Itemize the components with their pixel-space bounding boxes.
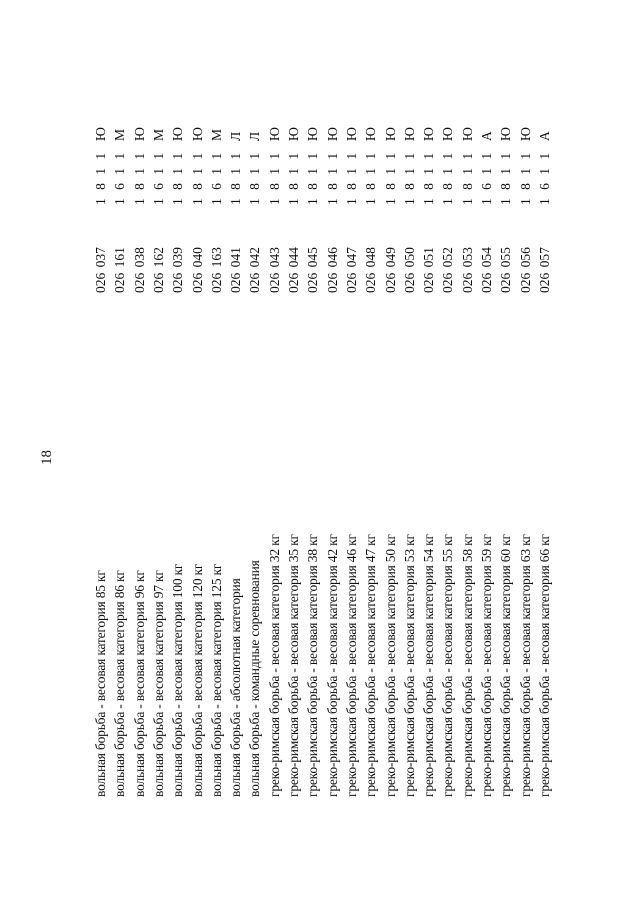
table-row xyxy=(420,0,437,905)
sport-discipline-label: вольная борьба - весовая категория 120 кг xyxy=(189,563,205,797)
discipline-digits: 1 8 1 1 xyxy=(189,152,205,205)
discipline-letter: Л xyxy=(247,131,263,141)
table-row xyxy=(478,0,495,905)
discipline-code: 026 038 xyxy=(131,247,147,293)
sport-discipline-label: греко-римская борьба - весовая категория 35 кг xyxy=(286,534,301,797)
sport-discipline-label: вольная борьба - абсолютная категория xyxy=(228,578,244,797)
sport-discipline-label: греко-римская борьба - весовая категория 66 кг xyxy=(536,534,552,797)
sport-discipline-label: греко-римская борьба - весовая категория 55 кг xyxy=(440,534,456,797)
discipline-code: 026 042 xyxy=(247,247,263,293)
discipline-letter: Ю xyxy=(382,127,398,141)
discipline-letter: Ю xyxy=(189,127,205,141)
discipline-digits: 1 6 1 1 xyxy=(150,152,166,205)
discipline-digits: 1 8 1 1 xyxy=(247,152,263,205)
discipline-digits: 1 8 1 1 xyxy=(517,152,533,205)
sport-discipline-label: вольная борьба - весовая категория 86 кг xyxy=(112,570,128,797)
discipline-digits: 1 8 1 1 xyxy=(170,152,186,205)
discipline-letter: Ю xyxy=(498,127,514,141)
discipline-code: 026 043 xyxy=(266,247,282,293)
discipline-code: 026 044 xyxy=(286,247,301,293)
table-row xyxy=(536,0,553,905)
table-row xyxy=(208,0,225,905)
discipline-code: 026 163 xyxy=(208,247,224,293)
table-row xyxy=(382,0,399,905)
discipline-letter: Ю xyxy=(286,127,301,141)
table-row xyxy=(459,0,476,905)
sport-discipline-label: греко-римская борьба - весовая категория 58 кг xyxy=(459,534,475,797)
discipline-code: 026 051 xyxy=(421,247,437,293)
table-row xyxy=(189,0,206,905)
discipline-letter: А xyxy=(479,131,494,141)
discipline-digits: 1 8 1 1 xyxy=(266,152,282,205)
table-row xyxy=(304,0,321,905)
discipline-digits: 1 8 1 1 xyxy=(363,152,379,205)
discipline-letter: Ю xyxy=(170,127,186,141)
page-number: 18 xyxy=(39,450,55,465)
discipline-letter: М xyxy=(150,128,166,141)
discipline-digits: 1 8 1 1 xyxy=(228,152,244,205)
discipline-digits: 1 8 1 1 xyxy=(286,152,301,205)
discipline-code: 026 049 xyxy=(382,247,398,293)
discipline-code: 026 052 xyxy=(440,247,456,293)
discipline-digits: 1 6 1 1 xyxy=(479,152,494,205)
table-row xyxy=(439,0,456,905)
table-row xyxy=(111,0,128,905)
table-row xyxy=(497,0,514,905)
discipline-code: 026 054 xyxy=(479,247,494,293)
discipline-code: 026 041 xyxy=(228,247,244,293)
sport-discipline-label: греко-римская борьба - весовая категория 47 кг xyxy=(363,534,379,797)
discipline-letter: Ю xyxy=(459,127,475,141)
discipline-digits: 1 8 1 1 xyxy=(93,152,108,205)
sport-discipline-label: вольная борьба - командные соревнования xyxy=(247,560,263,797)
discipline-digits: 1 8 1 1 xyxy=(343,152,359,205)
discipline-letter: Ю xyxy=(421,127,437,141)
sport-discipline-label: греко-римская борьба - весовая категория 60 кг xyxy=(498,534,514,797)
table-row xyxy=(150,0,167,905)
discipline-letter: М xyxy=(112,128,128,141)
table-row xyxy=(131,0,148,905)
table-row xyxy=(246,0,263,905)
discipline-code: 026 056 xyxy=(517,247,533,293)
discipline-code: 026 037 xyxy=(93,247,108,293)
sport-discipline-label: греко-римская борьба - весовая категория 63 кг xyxy=(517,534,533,797)
discipline-digits: 1 8 1 1 xyxy=(382,152,398,205)
table-row xyxy=(324,0,341,905)
discipline-digits: 1 6 1 1 xyxy=(208,152,224,205)
discipline-letter: М xyxy=(208,128,224,141)
discipline-code: 026 040 xyxy=(189,247,205,293)
discipline-digits: 1 8 1 1 xyxy=(421,152,437,205)
discipline-letter: Ю xyxy=(305,127,321,141)
sport-discipline-label: греко-римская борьба - весовая категория 32 кг xyxy=(266,534,282,797)
sport-discipline-label: греко-римская борьба - весовая категория 38 кг xyxy=(305,534,321,797)
sport-discipline-label: вольная борьба - весовая категория 100 кг xyxy=(170,563,186,797)
discipline-letter: А xyxy=(536,131,552,141)
discipline-code: 026 045 xyxy=(305,247,321,293)
sport-discipline-label: греко-римская борьба - весовая категория 50 кг xyxy=(382,534,398,797)
discipline-digits: 1 8 1 1 xyxy=(131,152,147,205)
table-row xyxy=(362,0,379,905)
discipline-letter: Ю xyxy=(517,127,533,141)
discipline-letter: Ю xyxy=(266,127,282,141)
sport-discipline-label: вольная борьба - весовая категория 97 кг xyxy=(150,570,166,797)
table-row xyxy=(266,0,283,905)
table-row xyxy=(343,0,360,905)
discipline-code: 026 055 xyxy=(498,247,514,293)
discipline-letter: Ю xyxy=(324,127,340,141)
discipline-code: 026 162 xyxy=(150,247,166,293)
discipline-code: 026 046 xyxy=(324,247,340,293)
discipline-code: 026 047 xyxy=(343,247,359,293)
discipline-digits: 1 8 1 1 xyxy=(324,152,340,205)
sport-discipline-label: греко-римская борьба - весовая категория 53 кг xyxy=(401,534,417,797)
sport-discipline-label: греко-римская борьба - весовая категория 59 кг xyxy=(479,534,494,797)
sport-discipline-label: греко-римская борьба - весовая категория 46 кг xyxy=(343,534,359,797)
sport-discipline-label: вольная борьба - весовая категория 125 кг xyxy=(208,563,224,797)
discipline-letter: Ю xyxy=(363,127,379,141)
table-row xyxy=(169,0,186,905)
table-row xyxy=(517,0,534,905)
discipline-digits: 1 8 1 1 xyxy=(440,152,456,205)
table-row xyxy=(92,0,109,905)
sport-discipline-label: греко-римская борьба - весовая категория 42 кг xyxy=(324,534,340,797)
discipline-letter: Л xyxy=(228,131,244,141)
discipline-digits: 1 8 1 1 xyxy=(459,152,475,205)
sport-discipline-label: греко-римская борьба - весовая категория 54 кг xyxy=(421,534,437,797)
discipline-letter: Ю xyxy=(93,127,108,141)
table-row xyxy=(401,0,418,905)
discipline-code: 026 048 xyxy=(363,247,379,293)
discipline-code: 026 050 xyxy=(401,247,417,293)
discipline-digits: 1 6 1 1 xyxy=(112,152,128,205)
table-row xyxy=(227,0,244,905)
discipline-letter: Ю xyxy=(440,127,456,141)
discipline-letter: Ю xyxy=(131,127,147,141)
sport-discipline-label: вольная борьба - весовая категория 85 кг xyxy=(93,570,108,797)
discipline-digits: 1 8 1 1 xyxy=(498,152,514,205)
table-row xyxy=(285,0,302,905)
discipline-digits: 1 8 1 1 xyxy=(401,152,417,205)
discipline-digits: 1 6 1 1 xyxy=(536,152,552,205)
discipline-digits: 1 8 1 1 xyxy=(305,152,321,205)
discipline-letter: Ю xyxy=(343,127,359,141)
discipline-code: 026 161 xyxy=(112,247,128,293)
sport-discipline-label: вольная борьба - весовая категория 96 кг xyxy=(131,570,147,797)
discipline-code: 026 039 xyxy=(170,247,186,293)
discipline-code: 026 057 xyxy=(536,247,552,293)
discipline-letter: Ю xyxy=(401,127,417,141)
discipline-code: 026 053 xyxy=(459,247,475,293)
